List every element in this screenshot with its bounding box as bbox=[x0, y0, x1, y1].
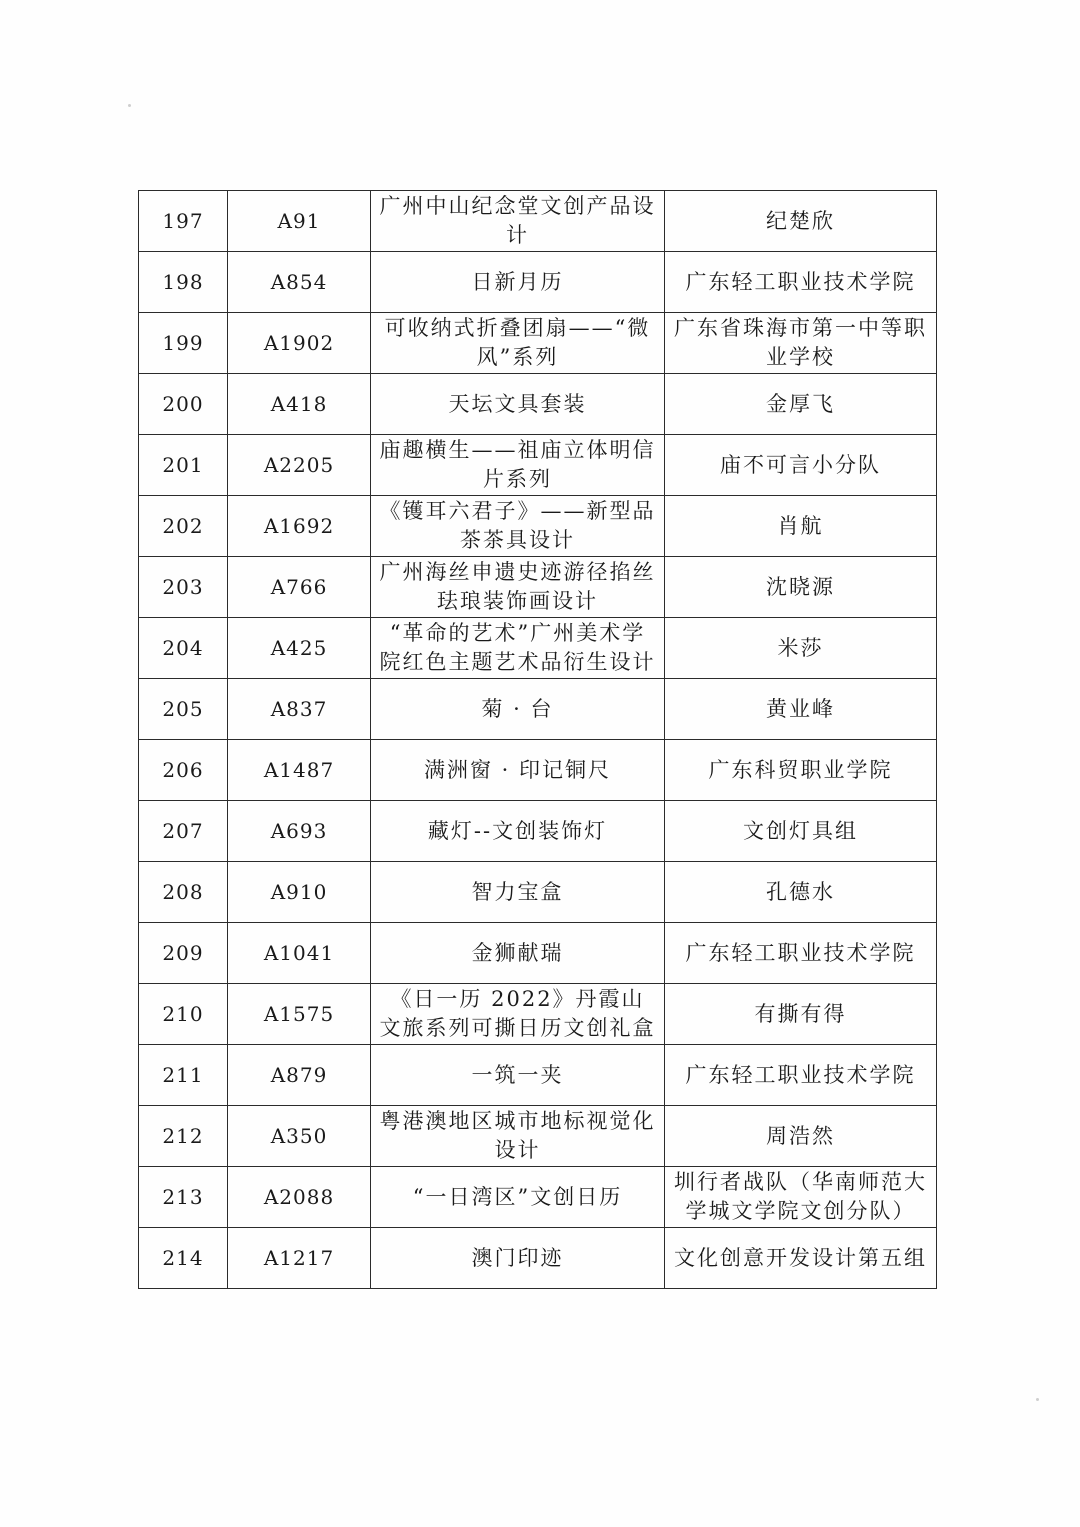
row-number: 212 bbox=[139, 1106, 228, 1167]
table-row bbox=[139, 435, 937, 496]
row-number: 210 bbox=[139, 984, 228, 1045]
entry-code: A854 bbox=[228, 252, 371, 313]
table-row bbox=[139, 679, 937, 740]
author-name: 黄业峰 bbox=[665, 679, 937, 740]
work-title: 满洲窗 · 印记铜尺 bbox=[371, 740, 665, 801]
award-list-table bbox=[138, 190, 937, 1289]
author-name: 文创灯具组 bbox=[665, 801, 937, 862]
author-name: 周浩然 bbox=[665, 1106, 937, 1167]
row-number: 199 bbox=[139, 313, 228, 374]
entry-code: A693 bbox=[228, 801, 371, 862]
entry-code: A1902 bbox=[228, 313, 371, 374]
row-number: 200 bbox=[139, 374, 228, 435]
entry-code: A1041 bbox=[228, 923, 371, 984]
entry-code: A910 bbox=[228, 862, 371, 923]
work-title: 粤港澳地区城市地标视觉化设计 bbox=[371, 1106, 665, 1167]
entry-code: A1487 bbox=[228, 740, 371, 801]
table-row bbox=[139, 252, 937, 313]
work-title: 可收纳式折叠团扇——“微风”系列 bbox=[371, 313, 665, 374]
author-name: 庙不可言小分队 bbox=[665, 435, 937, 496]
table-row bbox=[139, 618, 937, 679]
author-name: 广东轻工职业技术学院 bbox=[665, 1045, 937, 1106]
table-row bbox=[139, 862, 937, 923]
work-title: 《镬耳六君子》——新型品茶茶具设计 bbox=[371, 496, 665, 557]
row-number: 207 bbox=[139, 801, 228, 862]
author-name: 孔德水 bbox=[665, 862, 937, 923]
author-name: 广东科贸职业学院 bbox=[665, 740, 937, 801]
row-number: 201 bbox=[139, 435, 228, 496]
table-row bbox=[139, 923, 937, 984]
table-row bbox=[139, 740, 937, 801]
row-number: 213 bbox=[139, 1167, 228, 1228]
table-row bbox=[139, 1228, 937, 1289]
work-title: 菊 · 台 bbox=[371, 679, 665, 740]
table-row bbox=[139, 1167, 937, 1228]
work-title: 智力宝盒 bbox=[371, 862, 665, 923]
table-row bbox=[139, 557, 937, 618]
row-number: 204 bbox=[139, 618, 228, 679]
author-name: 圳行者战队（华南师范大学城文学院文创分队） bbox=[665, 1167, 937, 1228]
table-row bbox=[139, 496, 937, 557]
table-row bbox=[139, 801, 937, 862]
author-name: 金厚飞 bbox=[665, 374, 937, 435]
work-title: 藏灯--文创装饰灯 bbox=[371, 801, 665, 862]
row-number: 203 bbox=[139, 557, 228, 618]
author-name: 广东轻工职业技术学院 bbox=[665, 252, 937, 313]
author-name: 米莎 bbox=[665, 618, 937, 679]
author-name: 沈晓源 bbox=[665, 557, 937, 618]
scan-speck bbox=[128, 104, 131, 107]
entry-code: A2205 bbox=[228, 435, 371, 496]
entry-code: A91 bbox=[228, 191, 371, 252]
award-list-body bbox=[139, 191, 937, 1289]
entry-code: A879 bbox=[228, 1045, 371, 1106]
table-row bbox=[139, 191, 937, 252]
row-number: 211 bbox=[139, 1045, 228, 1106]
work-title: 天坛文具套装 bbox=[371, 374, 665, 435]
entry-code: A766 bbox=[228, 557, 371, 618]
work-title: 《日一历 2022》丹霞山文旅系列可撕日历文创礼盒 bbox=[371, 984, 665, 1045]
row-number: 209 bbox=[139, 923, 228, 984]
entry-code: A1692 bbox=[228, 496, 371, 557]
table-row bbox=[139, 1106, 937, 1167]
table-row bbox=[139, 374, 937, 435]
author-name: 纪楚欣 bbox=[665, 191, 937, 252]
work-title: 澳门印迹 bbox=[371, 1228, 665, 1289]
table-row bbox=[139, 313, 937, 374]
work-title: 金狮献瑞 bbox=[371, 923, 665, 984]
table-row bbox=[139, 984, 937, 1045]
row-number: 202 bbox=[139, 496, 228, 557]
row-number: 198 bbox=[139, 252, 228, 313]
table-row bbox=[139, 1045, 937, 1106]
entry-code: A1575 bbox=[228, 984, 371, 1045]
entry-code: A837 bbox=[228, 679, 371, 740]
row-number: 197 bbox=[139, 191, 228, 252]
work-title: “一日湾区”文创日历 bbox=[371, 1167, 665, 1228]
entry-code: A425 bbox=[228, 618, 371, 679]
work-title: 一筑一夹 bbox=[371, 1045, 665, 1106]
entry-code: A2088 bbox=[228, 1167, 371, 1228]
work-title: “革命的艺术”广州美术学院红色主题艺术品衍生设计 bbox=[371, 618, 665, 679]
work-title: 广州中山纪念堂文创产品设计 bbox=[371, 191, 665, 252]
row-number: 206 bbox=[139, 740, 228, 801]
entry-code: A1217 bbox=[228, 1228, 371, 1289]
author-name: 肖航 bbox=[665, 496, 937, 557]
work-title: 庙趣横生——祖庙立体明信片系列 bbox=[371, 435, 665, 496]
entry-code: A418 bbox=[228, 374, 371, 435]
author-name: 文化创意开发设计第五组 bbox=[665, 1228, 937, 1289]
work-title: 广州海丝申遗史迹游径掐丝珐琅装饰画设计 bbox=[371, 557, 665, 618]
scan-speck bbox=[1036, 1398, 1039, 1401]
entry-code: A350 bbox=[228, 1106, 371, 1167]
author-name: 广东轻工职业技术学院 bbox=[665, 923, 937, 984]
row-number: 205 bbox=[139, 679, 228, 740]
author-name: 有撕有得 bbox=[665, 984, 937, 1045]
work-title: 日新月历 bbox=[371, 252, 665, 313]
author-name: 广东省珠海市第一中等职业学校 bbox=[665, 313, 937, 374]
row-number: 208 bbox=[139, 862, 228, 923]
row-number: 214 bbox=[139, 1228, 228, 1289]
